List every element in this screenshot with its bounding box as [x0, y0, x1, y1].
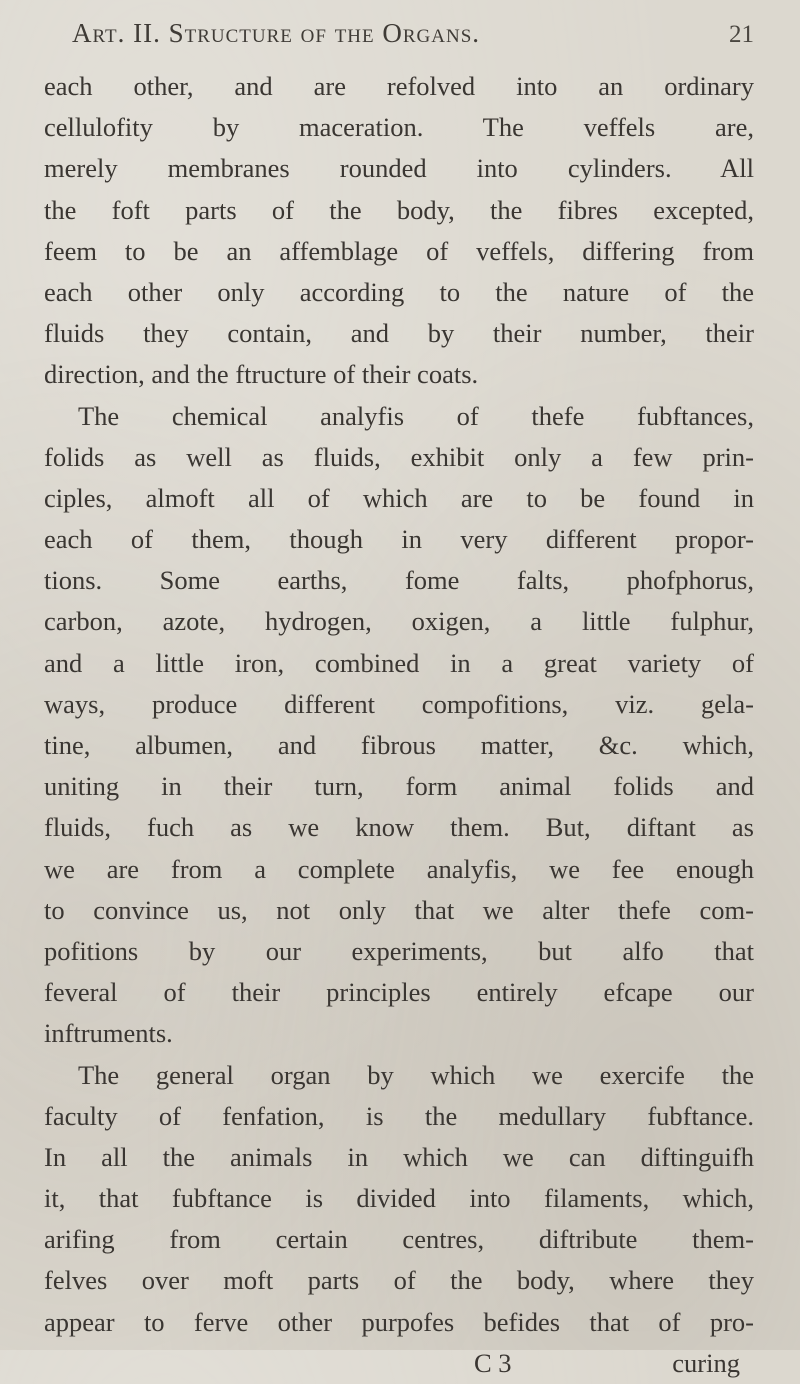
text-line: each other only according to the nature of the — [44, 276, 754, 307]
text-line: we are from a complete analyfis, we fee enough — [44, 853, 754, 884]
signature-line — [44, 1343, 754, 1384]
text-line: ciples, almoft all of which are to be found in — [44, 482, 754, 513]
text-line: fluids they contain, and by their number, their — [44, 318, 754, 349]
text-line: tine, albumen, and fibrous matter, &c. which, — [44, 730, 754, 760]
signature-mark: C 3 — [474, 1347, 512, 1378]
text-line: folids as well as fluids, exhibit only a few prin- — [44, 441, 754, 472]
text-line: direction, and the ftructure of their coats. — [44, 359, 479, 390]
text-line: it, that fubftance is divided into filaments, which, — [44, 1183, 754, 1214]
text-line: uniting in their turn, form animal folids and — [44, 771, 754, 802]
text-line: cellulofity by maceration. The veffels are, — [44, 112, 754, 143]
text-line: each of them, though in very different propor- — [44, 524, 754, 555]
text-line: ways, produce different compofitions, viz. gela- — [44, 688, 754, 719]
text-line: The general organ by which we exercife the — [78, 1059, 754, 1090]
text-line: inftruments. — [44, 1018, 173, 1049]
text-line: feveral of their principles entirely efcape our — [44, 977, 754, 1008]
text-line: The chemical analyfis of thefe fubftances, — [78, 400, 754, 431]
text-line: tions. Some earths, fome falts, phofphorus, — [44, 565, 754, 596]
text-line: pofitions by our experiments, but alfo that — [44, 935, 754, 966]
text-line: feem to be an affemblage of veffels, differing from — [44, 235, 754, 266]
text-line: fluids, fuch as we know them. But, diftant as — [44, 812, 754, 843]
text-line: each other, and are refolved into an ordinary — [44, 71, 754, 101]
page-number: 21 — [729, 21, 754, 48]
text-line: faculty of fenfation, is the medullary fubftance. — [44, 1100, 754, 1131]
text-line: appear to ferve other purpofes befides that of pro- — [44, 1306, 754, 1337]
text-line: In all the animals in which we can diftinguifh — [44, 1141, 754, 1172]
text-line: the foft parts of the body, the fibres excepted, — [44, 194, 754, 225]
running-head — [60, 18, 760, 62]
body-text — [44, 66, 754, 1384]
text-line: merely membranes rounded into cylinders. All — [44, 153, 754, 184]
text-line: to convince us, not only that we alter thefe com- — [44, 894, 754, 925]
running-title: Art. II. Structure of the Organs. — [72, 18, 481, 48]
text-line: felves over moft parts of the body, where they — [44, 1265, 754, 1296]
text-line: and a little iron, combined in a great variety of — [44, 647, 754, 678]
text-line: carbon, azote, hydrogen, oxigen, a little fulphur, — [44, 606, 754, 637]
catchword: curing — [672, 1347, 740, 1378]
text-line: arifing from certain centres, diftribute them- — [44, 1224, 754, 1255]
